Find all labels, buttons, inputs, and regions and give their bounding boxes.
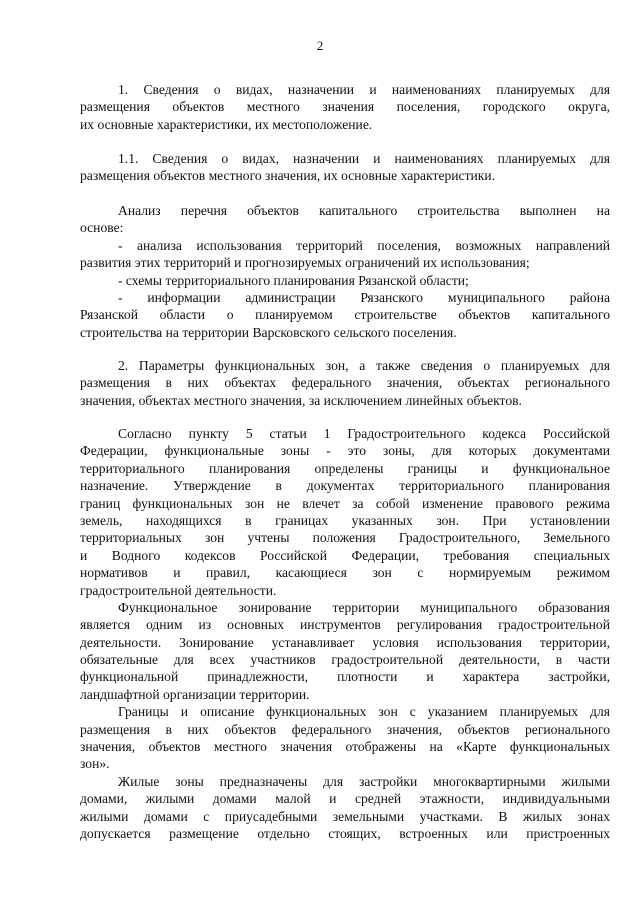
text-line: 1. Сведения о видах, назначении и наименованиях планируемых для	[118, 82, 610, 97]
text-line: размещения объектов местного значения поселения, городского округа,	[80, 99, 610, 115]
text-line: размещения объектов местного значения, их основные характеристики.	[80, 168, 496, 184]
text-line: жилыми домами с приусадебными земельными участками. В жилых зонах	[80, 808, 610, 824]
text-line: обязательные для всех участников градостроительной деятельности, в части	[80, 652, 610, 668]
text-line: значения, объектов местного значения отображены на «Карте функциональных	[80, 739, 610, 755]
text-line: 1.1. Сведения о видах, назначении и наименованиях планируемых для	[118, 151, 610, 166]
text-line: основе:	[80, 220, 124, 236]
text-line: - информации администрации Рязанского муниципального района	[118, 289, 610, 305]
text-line: Федерации, функциональные зоны - это зоны, для которых документами	[80, 443, 610, 459]
text-line: Границы и описание функциональных зон с указанием планируемых для	[118, 704, 610, 720]
text-line: и Водного кодексов Российской Федерации, требования специальных	[80, 547, 610, 563]
analysis-paragraph	[80, 202, 610, 341]
functional-zones-text	[80, 425, 610, 842]
text-line: зон».	[80, 756, 110, 772]
text-line: границ функциональных зон не влечет за собой изменение правового режима	[80, 495, 610, 511]
text-line: территориальных зон учтены положения Градостроительного, Земельного	[80, 530, 610, 546]
text-line: Жилые зоны предназначены для застройки многоквартирными жилыми	[118, 773, 610, 789]
text-line: строительства на территории Варсковского сельского поселения.	[80, 324, 457, 340]
text-line: земель, находящихся в границах указанных зон. При установлении	[80, 512, 610, 528]
text-line: размещения в них объектах федерального значения, объектах регионального	[80, 375, 610, 391]
text-line: нормативов и правил, касающиеся зон с нормируемым режимом	[80, 565, 610, 581]
text-line: 2. Параметры функциональных зон, а также сведения о планируемых для	[118, 358, 610, 373]
text-line: Рязанской области о планируемом строительстве объектов капитального	[80, 307, 610, 323]
text-line: значения, объектах местного значения, за исключением линейных объектов.	[80, 392, 522, 408]
text-line: - анализа использования территорий поселения, возможных направлений	[118, 237, 610, 253]
section-1-heading	[80, 81, 610, 133]
text-line: назначение. Утверждение в документах территориального планирования	[80, 478, 610, 494]
text-line: Анализ перечня объектов капитального строительства выполнен на	[118, 203, 610, 218]
text-line: функциональной принадлежности, плотности и характера застройки,	[80, 669, 610, 685]
text-line: их основные характеристики, их местоположение.	[80, 116, 373, 132]
section-1-1-heading	[80, 150, 610, 185]
text-line: является одним из основных инструментов регулирования градостроительной	[80, 617, 610, 633]
text-line: ландшафтной организации территории.	[80, 686, 310, 702]
text-line: градостроительной деятельности.	[80, 582, 277, 598]
text-line: деятельности. Зонирование устанавливает условия использования территории,	[80, 634, 610, 650]
page-number: 2	[316, 38, 324, 53]
text-line: размещения в них объектов федерального значения, объектов регионального	[80, 721, 610, 737]
text-line: Функциональное зонирование территории муниципального образования	[118, 599, 610, 615]
text-line: территориального планирования определены границы и функциональное	[80, 460, 610, 476]
text-line: развития этих территорий и прогнозируемых ограничений их использования;	[80, 255, 530, 271]
text-line: - схемы территориального планирования Рязанской области;	[118, 272, 469, 288]
text-line: допускается размещение отдельно стоящих, встроенных или пристроенных	[80, 825, 610, 841]
text-line: домами, жилыми домами малой и средней этажности, индивидуальными	[80, 791, 610, 807]
text-line: Согласно пункту 5 статьи 1 Градостроительного кодекса Российской	[118, 426, 610, 441]
section-2-heading	[80, 357, 610, 409]
